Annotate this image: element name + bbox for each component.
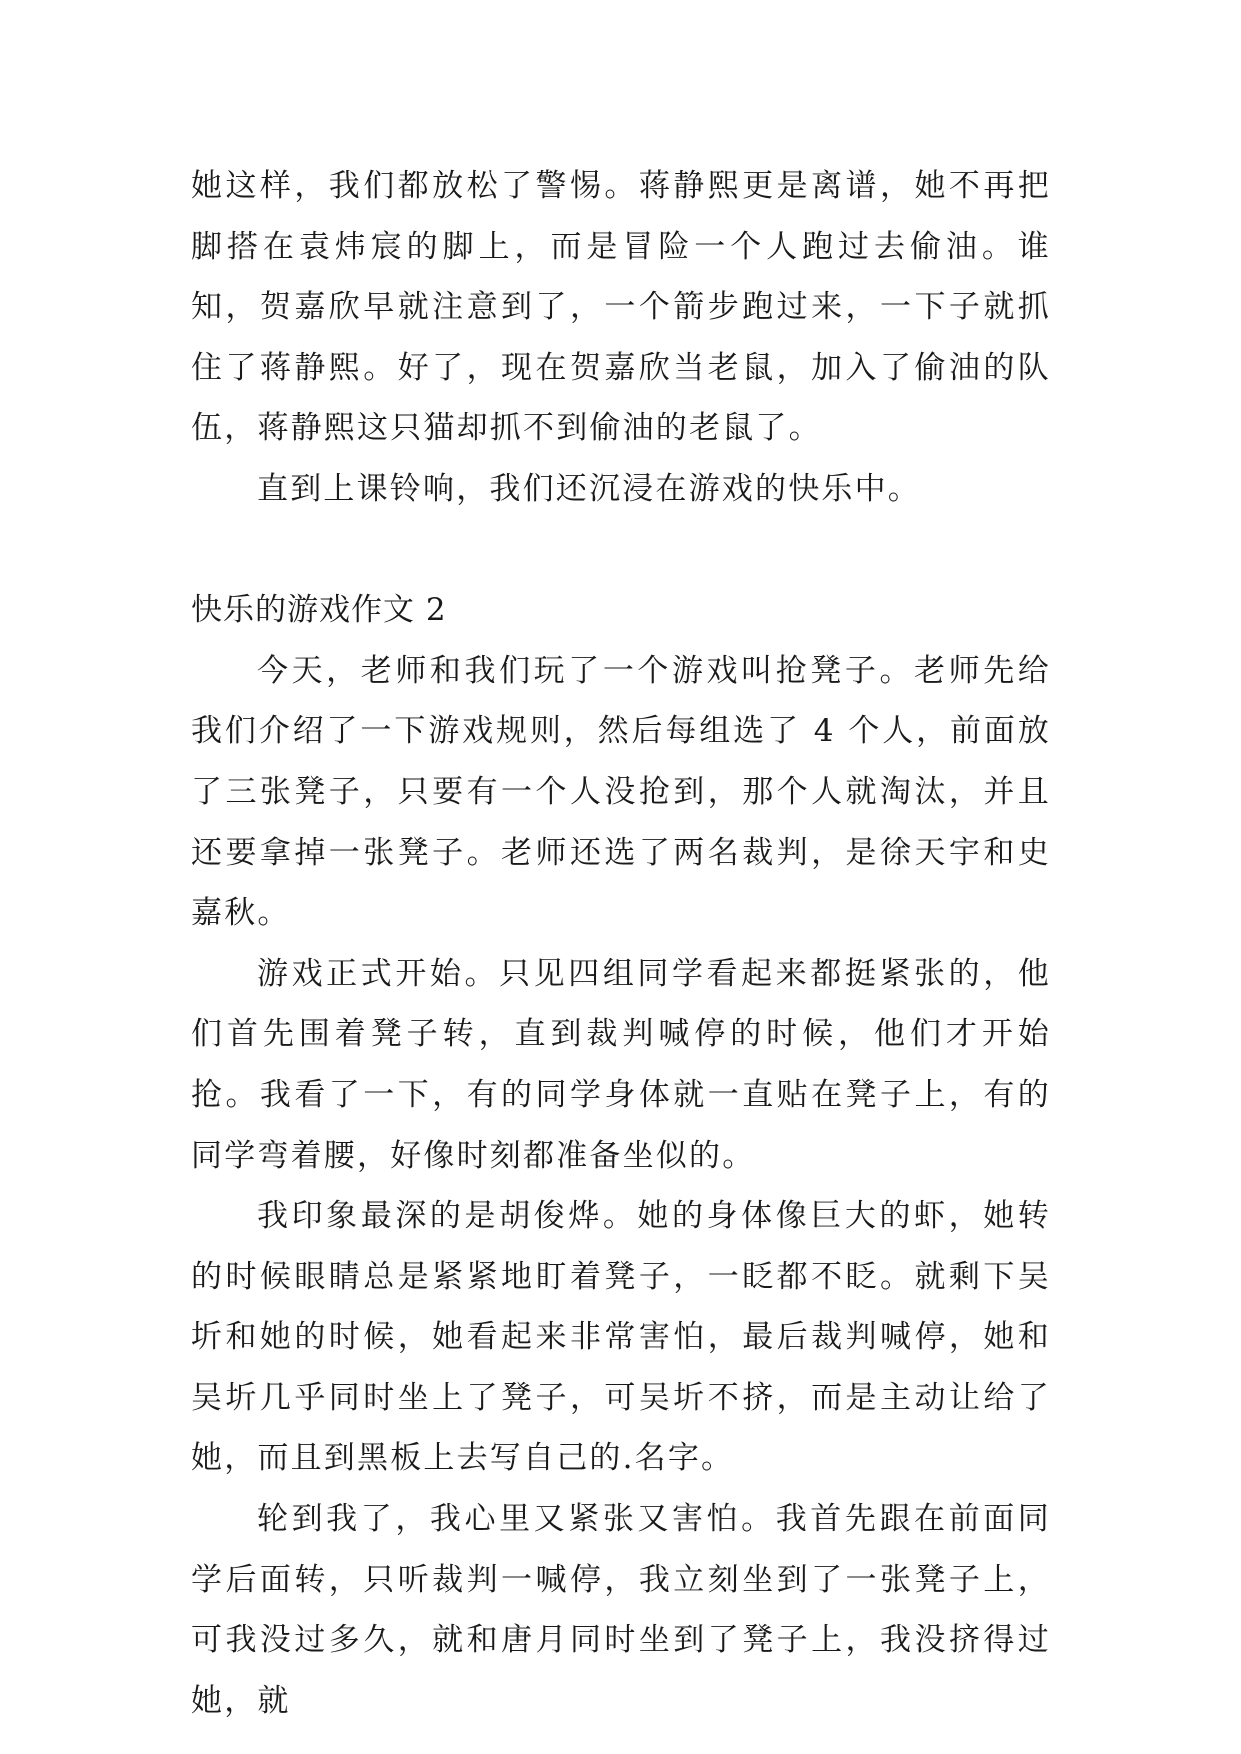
paragraph: 游戏正式开始。只见四组同学看起来都挺紧张的，他们首先围着凳子转，直到裁判喊停的时候，他们才开始抢。我看了一下，有的同学身体就一直贴在凳子上，有的同学弯着腰，好像时刻都准备坐似的。: [191, 955, 1051, 1174]
paragraph: 今天，老师和我们玩了一个游戏叫抢凳子。老师先给我们介绍了一下游戏规则，然后每组选了 4 个人，前面放了三张凳子，只要有一个人没抢到，那个人就淘汰，并且还要拿掉一张凳子。老师还选了两名裁判，是徐天宇和史嘉秋。: [191, 652, 1051, 932]
paragraph: 轮到我了，我心里又紧张又害怕。我首先跟在前面同学后面转，只听裁判一喊停，我立刻坐到了一张凳子上，可我没过多久，就和唐月同时坐到了凳子上，我没挤得过她，就: [191, 1501, 1051, 1719]
section-title: 快乐的游戏作文 2: [191, 592, 447, 629]
paragraph-continued: 她这样，我们都放松了警惕。蒋静熙更是离谱，她不再把脚搭在袁炜宸的脚上，而是冒险一个人跑过去偷油。谁知，贺嘉欣早就注意到了，一个箭步跑过来，一下子就抓住了蒋静熙。好了，现在贺嘉欣当老鼠，加入了偷油的队伍，蒋静熙这只猫却抓不到偷油的老鼠了。: [191, 168, 1051, 447]
paragraph: 我印象最深的是胡俊烨。她的身体像巨大的虾，她转的时候眼睛总是紧紧地盯着凳子，一眨都不眨。就剩下吴圻和她的时候，她看起来非常害怕，最后裁判喊停，她和吴圻几乎同时坐上了凳子，可吴圻不挤，而是主动让给了她，而且到黑板上去写自己的.名字。: [191, 1198, 1051, 1477]
paragraph: 直到上课铃响，我们还沉浸在游戏的快乐中。: [257, 470, 921, 507]
document-body: [191, 156, 1051, 1731]
